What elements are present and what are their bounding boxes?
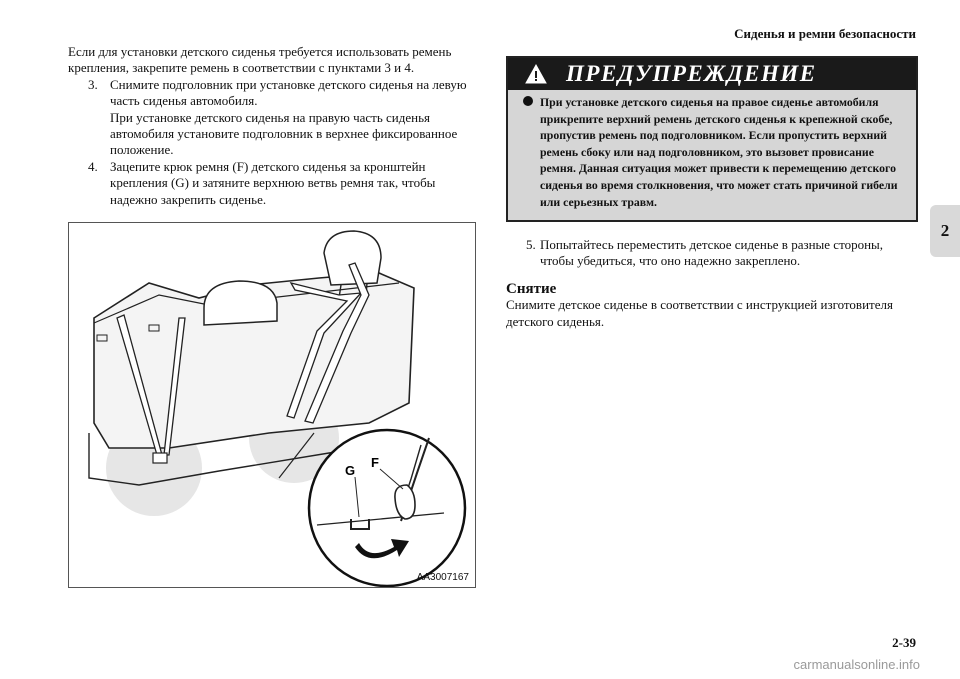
step-number: 4. xyxy=(88,158,98,174)
section-text: Снимите детское сиденье в соответствии с инструкцией изготовителя детского сиденья. xyxy=(506,297,893,329)
chapter-tab[interactable]: 2 xyxy=(930,205,960,257)
page-number: 2-39 xyxy=(892,635,916,650)
headrest-right xyxy=(324,231,381,285)
detail-inset-circle xyxy=(309,430,465,586)
warning-triangle-icon xyxy=(524,63,548,85)
headrest-left xyxy=(204,281,277,325)
warning-text: При установке детского сиденья на правое сиденье автомобиля прикрепите верхний ремень детского сиденья к крепежной скобе, пропустив ремень под подголовником. Если пропустить верхний ремень сбоку или над подголовником, это вызовет провисание ремня. Данная ситуация может привести к перемещению детского сиденья во время столкновения, что может стать причиной гибели или серьезных травм. xyxy=(540,95,898,209)
rear-seat-tether-illustration xyxy=(69,223,475,587)
steps-list xyxy=(68,77,478,208)
label-g: G xyxy=(345,463,356,478)
section-title: Снятие xyxy=(506,280,557,297)
warning-title: ПРЕДУПРЕЖДЕНИЕ xyxy=(566,61,817,86)
step-number: 5. xyxy=(526,237,536,252)
running-header: Сиденья и ремни безопасности xyxy=(734,26,916,41)
watermark: carmanualsonline.info xyxy=(793,657,920,672)
label-f: F xyxy=(371,455,379,470)
bullet-icon xyxy=(523,96,533,106)
figure-code: AA3007167 xyxy=(416,572,469,583)
left-column xyxy=(68,44,478,208)
strap-buckle xyxy=(153,453,167,463)
right-column xyxy=(506,237,918,330)
figure-seat-tether xyxy=(68,222,476,588)
step-text: Попытайтесь переместить детское сиденье в разные стороны, чтобы убедиться, что оно надежно закреплено. xyxy=(540,237,884,269)
step-text: Зацепите крюк ремня (F) детского сиденья за кронштейн крепления (G) и затяните верхнюю ветвь ремня так, чтобы надежно закрепить сиденье. xyxy=(110,158,436,207)
step-item xyxy=(88,159,478,208)
warning-box xyxy=(506,56,918,222)
intro-paragraph: Если для установки детского сиденья требуется использовать ремень крепления, закрепите ремень в соответствии с пунктами 3 и 4. xyxy=(68,44,452,76)
step-number: 3. xyxy=(88,76,98,92)
warning-header xyxy=(508,58,916,90)
step-item xyxy=(506,237,918,270)
step-item xyxy=(88,77,478,159)
step-text: Снимите подголовник при установке детского сиденья на левую часть сиденья автомобиля. xyxy=(110,76,467,109)
warning-body xyxy=(508,90,916,210)
step-text: При установке детского сиденья на правую часть сиденья автомобиля установите подголовник в верхнее фиксированное положение. xyxy=(110,109,458,158)
